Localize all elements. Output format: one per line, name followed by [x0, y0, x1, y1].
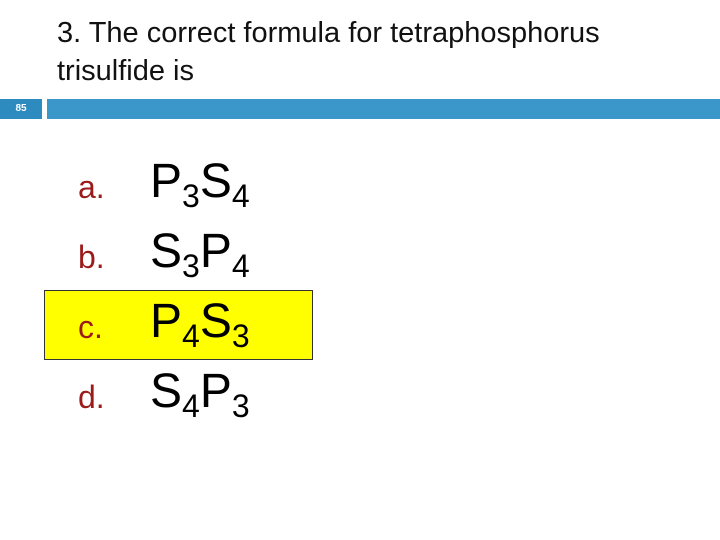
slide-title: 3. The correct formula for tetraphosphorus trisulfide is	[57, 17, 600, 87]
subscript: 3	[231, 318, 250, 354]
subscript: 4	[182, 318, 200, 354]
title-divider-bar	[0, 99, 720, 119]
element-symbol: P	[150, 295, 183, 348]
slide-number: 85	[0, 99, 42, 119]
option-d[interactable]	[0, 360, 720, 430]
option-letter: a.	[78, 169, 105, 205]
option-formula	[150, 294, 250, 354]
option-letter: d.	[78, 379, 105, 415]
element-symbol: S	[150, 225, 183, 278]
element-symbol: P	[150, 155, 183, 208]
option-b[interactable]	[0, 220, 720, 290]
option-formula	[150, 154, 250, 214]
option-formula	[150, 364, 250, 424]
option-letter: c.	[78, 309, 103, 345]
subscript: 4	[231, 248, 250, 284]
divider-strip	[47, 99, 720, 119]
subscript: 3	[231, 388, 250, 424]
subscript: 4	[231, 178, 250, 214]
subscript: 3	[182, 248, 200, 284]
answer-options	[0, 150, 720, 430]
element-symbol: S	[150, 365, 183, 418]
element-symbol: P	[199, 365, 232, 418]
subscript: 4	[182, 388, 200, 424]
subscript: 3	[182, 178, 200, 214]
option-a[interactable]	[0, 150, 720, 220]
element-symbol: S	[199, 295, 232, 348]
option-c[interactable]	[0, 290, 720, 360]
option-formula	[150, 224, 250, 284]
element-symbol: S	[199, 155, 232, 208]
option-letter: b.	[78, 239, 105, 275]
element-symbol: P	[199, 225, 232, 278]
